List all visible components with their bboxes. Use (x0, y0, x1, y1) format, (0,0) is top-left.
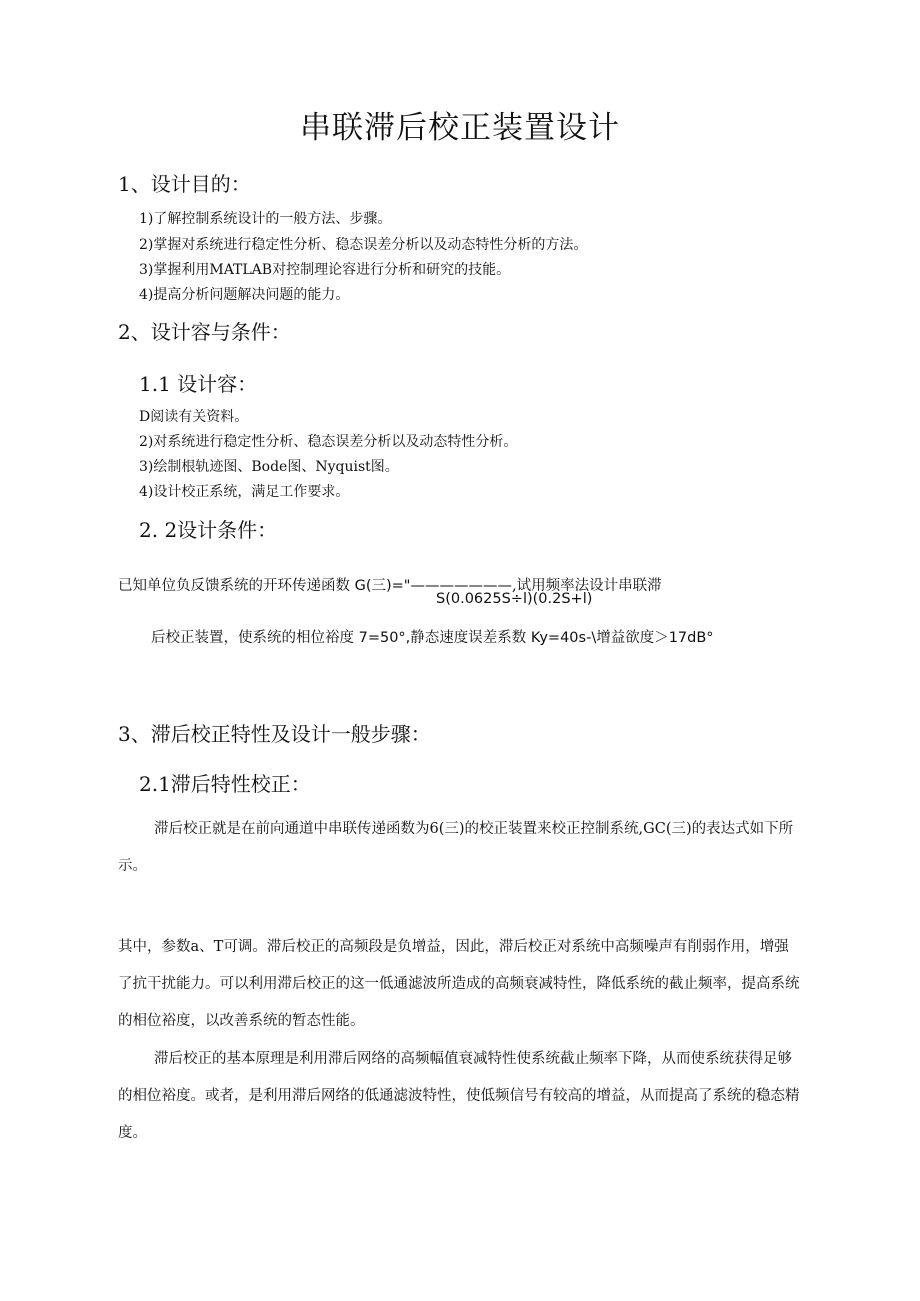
condition-line-2 (151, 626, 714, 647)
condition-requirements: 7=50°,静态速度误差系数 Ky=40s-\增益欲度＞17dB° (358, 630, 714, 646)
section-2-1-item-2: 2)对系统进行稳定性分析、稳态误差分析以及动态特性分析。 (139, 434, 518, 450)
transfer-function-numerator: G(三)="——————— (354, 578, 512, 594)
section-1-item-3: 3)掌握利用MATLAB对控制理论容进行分析和研究的技能。 (139, 262, 511, 278)
section-2-1-item-3: 3)绘制根轨迹图、Bode图、Nyquist图。 (139, 459, 399, 475)
section-3-1-heading: 2.1滞后特性校正： (139, 772, 311, 796)
paragraph-lag-principle: 滞后校正的基本原理是利用滞后网络的高频幅值衰减特性使系统截止频率下降，从而使系统获得足够的相位裕度。或者，是利用滞后网络的低通滤波特性，使低频信号有较高的增益，从而提高了系统的稳态精度。 (118, 1051, 800, 1141)
section-1-heading: 1、设计目的： (118, 172, 251, 196)
section-2-2-heading: 2. 2设计条件： (139, 518, 278, 542)
section-2-1-item-4: 4)设计校正系统，满足工作要求。 (139, 484, 350, 500)
section-1-item-1: 1)了解控制系统设计的一般方法、步骤。 (139, 211, 392, 227)
transfer-function-denominator: S(0.0625S÷l)(0.2S+l) (436, 591, 593, 607)
section-2-1-item-1: D阅读有关资料。 (139, 409, 249, 425)
condition-line-1-prefix: 已知单位负反馈系统的开环传递函数 (118, 578, 355, 594)
page-title: 串联滞后校正装置设计 (300, 110, 620, 146)
condition-line-1-suffix: ,试用频率法设计串联滞 (511, 578, 662, 594)
paragraph-lag-properties: 其中，参数a、T可调。滞后校正的高频段是负增益，因此，滞后校正对系统中高频噪声有削弱作用，增强了抗干扰能力。可以利用滞后校正的这一低通滤波所造成的高频衰减特性，降低系统的截止频率，提高系统的相位裕度，以改善系统的暂态性能。 (118, 939, 800, 1029)
section-2-1-heading: 1.1 设计容： (139, 372, 258, 396)
condition-line-2-prefix: 后校正装置，使系统的相位裕度 (151, 630, 359, 646)
paragraph-lag-definition: 滞后校正就是在前向通道中串联传递函数为6(三)的校正装置来校正控制系统,GC(三)的表达式如下所示。 (118, 821, 794, 874)
section-1-item-2: 2)掌握对系统进行稳定性分析、稳态误差分析以及动态特性分析的方法。 (139, 237, 588, 253)
section-2-heading: 2、设计容与条件： (118, 320, 291, 344)
section-3-heading: 3、滞后校正特性及设计一般步骤： (118, 722, 431, 746)
section-1-item-4: 4)提高分析问题解决问题的能力。 (139, 287, 350, 303)
